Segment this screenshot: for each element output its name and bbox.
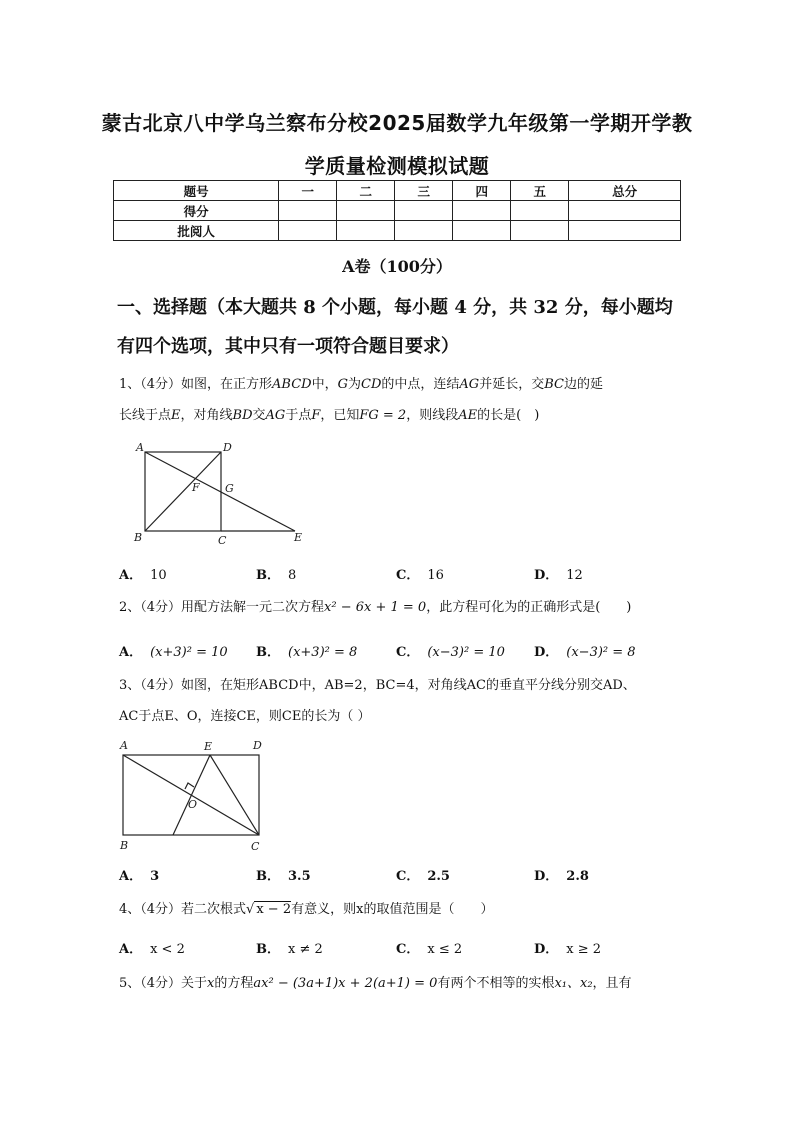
question-1-text: 1、（4分）如图，在正方形ABCD中，G为CD的中点，连结AG并延长，交BC边的延 长线于点E，对角线BD交AG于点F，已知FG = 2，则线段AE的长是( ): [119, 377, 603, 423]
diagonal-bd: [145, 452, 221, 531]
score-cell[interactable]: [395, 201, 453, 221]
point-c-label: C: [251, 840, 260, 853]
section-heading-line2: 有四个选项，其中只有一项符合题目要求）: [117, 336, 459, 357]
option-a[interactable]: A． (x+3)² = 10: [119, 645, 228, 660]
table-header-row: [114, 181, 681, 201]
score-table: [113, 180, 681, 241]
option-b[interactable]: B． (x+3)² = 8: [256, 645, 358, 660]
question-5-text: 5、（4分）关于x的方程ax² − (3a+1)x + 2(a+1) = 0有两个不相等的实根x₁、x₂，且有: [119, 976, 632, 991]
grader-cell[interactable]: [511, 221, 569, 241]
option-a[interactable]: A． x < 2: [119, 942, 185, 957]
point-c-label: C: [218, 534, 227, 547]
radicand: x − 2: [256, 902, 292, 917]
table-header-cell: 三: [395, 181, 453, 201]
point-b-label: B: [120, 839, 129, 852]
score-cell[interactable]: [453, 201, 511, 221]
table-header-cell: 五: [511, 181, 569, 201]
question-4-options: [119, 938, 679, 958]
table-header-cell: 题号: [114, 181, 279, 201]
score-cell[interactable]: [337, 201, 395, 221]
option-b[interactable]: B． 8: [256, 568, 297, 583]
question-2-text: 2、（4分）用配方法解一元二次方程x² − 6x + 1 = 0，此方程可化为的正确形式是( ): [119, 600, 632, 615]
grader-cell[interactable]: [395, 221, 453, 241]
point-a-label: A: [136, 441, 144, 454]
option-c[interactable]: C． (x−3)² = 10: [396, 645, 505, 660]
point-o-label: O: [188, 798, 198, 811]
segment-ce: [210, 755, 259, 835]
point-b-label: B: [134, 531, 143, 544]
right-angle-mark: [185, 783, 194, 789]
option-d[interactable]: D． x ≥ 2: [534, 942, 602, 957]
question-2-options: [119, 641, 679, 661]
score-cell[interactable]: [279, 201, 337, 221]
option-b[interactable]: B． 3.5: [256, 869, 311, 884]
point-g-label: G: [225, 482, 234, 495]
grader-cell[interactable]: [337, 221, 395, 241]
line-ae: [145, 452, 295, 531]
point-f-label: F: [192, 481, 200, 494]
perpendicular-bisector: [173, 755, 210, 835]
grader-cell[interactable]: [453, 221, 511, 241]
question-3-text: 3、（4分）如图，在矩形ABCD中，AB=2，BC=4，对角线AC的垂直平分线分别交AD、 AC于点E、O，连接CE，则CE的长为（ ）: [119, 678, 636, 724]
question-1-options: [119, 564, 679, 584]
volume-label: A卷（100分）: [342, 257, 452, 276]
option-a[interactable]: A． 10: [119, 568, 167, 583]
point-a-label: A: [120, 739, 128, 752]
point-d-label: D: [223, 441, 232, 454]
page-title-line2: 学质量检测模拟试题: [304, 154, 490, 178]
option-d[interactable]: D． (x−3)² = 8: [534, 645, 636, 660]
row-label-grader: 批阅人: [114, 221, 279, 241]
grader-cell[interactable]: [279, 221, 337, 241]
radical-sign-icon: √: [246, 902, 255, 917]
row-label-score: 得分: [114, 201, 279, 221]
table-header-cell: 总分: [569, 181, 681, 201]
table-row: [114, 201, 681, 221]
table-row: [114, 221, 681, 241]
question-1-figure: [130, 440, 310, 550]
section-heading-line1: 一、选择题（本大题共 8 个小题，每小题 4 分，共 32 分，每小题均: [117, 297, 673, 318]
question-4-text: 4、（4分）若二次根式√ x − 2有意义，则x的取值范围是（ ）: [119, 902, 494, 917]
question-3-figure: [115, 736, 275, 854]
table-header-cell: 四: [453, 181, 511, 201]
table-header-cell: 一: [279, 181, 337, 201]
option-d[interactable]: D． 2.8: [534, 869, 589, 884]
point-d-label: D: [253, 739, 262, 752]
option-c[interactable]: C． 2.5: [396, 869, 450, 884]
point-e-label: E: [294, 531, 303, 544]
question-3-options: [119, 865, 679, 885]
point-e-label: E: [204, 740, 213, 753]
option-a[interactable]: A． 3: [119, 869, 160, 884]
option-c[interactable]: C． 16: [396, 568, 444, 583]
option-b[interactable]: B． x ≠ 2: [256, 942, 323, 957]
grader-cell[interactable]: [569, 221, 681, 241]
page-title-line1: 蒙古北京八中学乌兰察布分校2025届数学九年级第一学期开学教: [101, 111, 693, 135]
option-d[interactable]: D． 12: [534, 568, 583, 583]
table-header-cell: 二: [337, 181, 395, 201]
score-cell[interactable]: [569, 201, 681, 221]
score-cell[interactable]: [511, 201, 569, 221]
option-c[interactable]: C． x ≤ 2: [396, 942, 463, 957]
